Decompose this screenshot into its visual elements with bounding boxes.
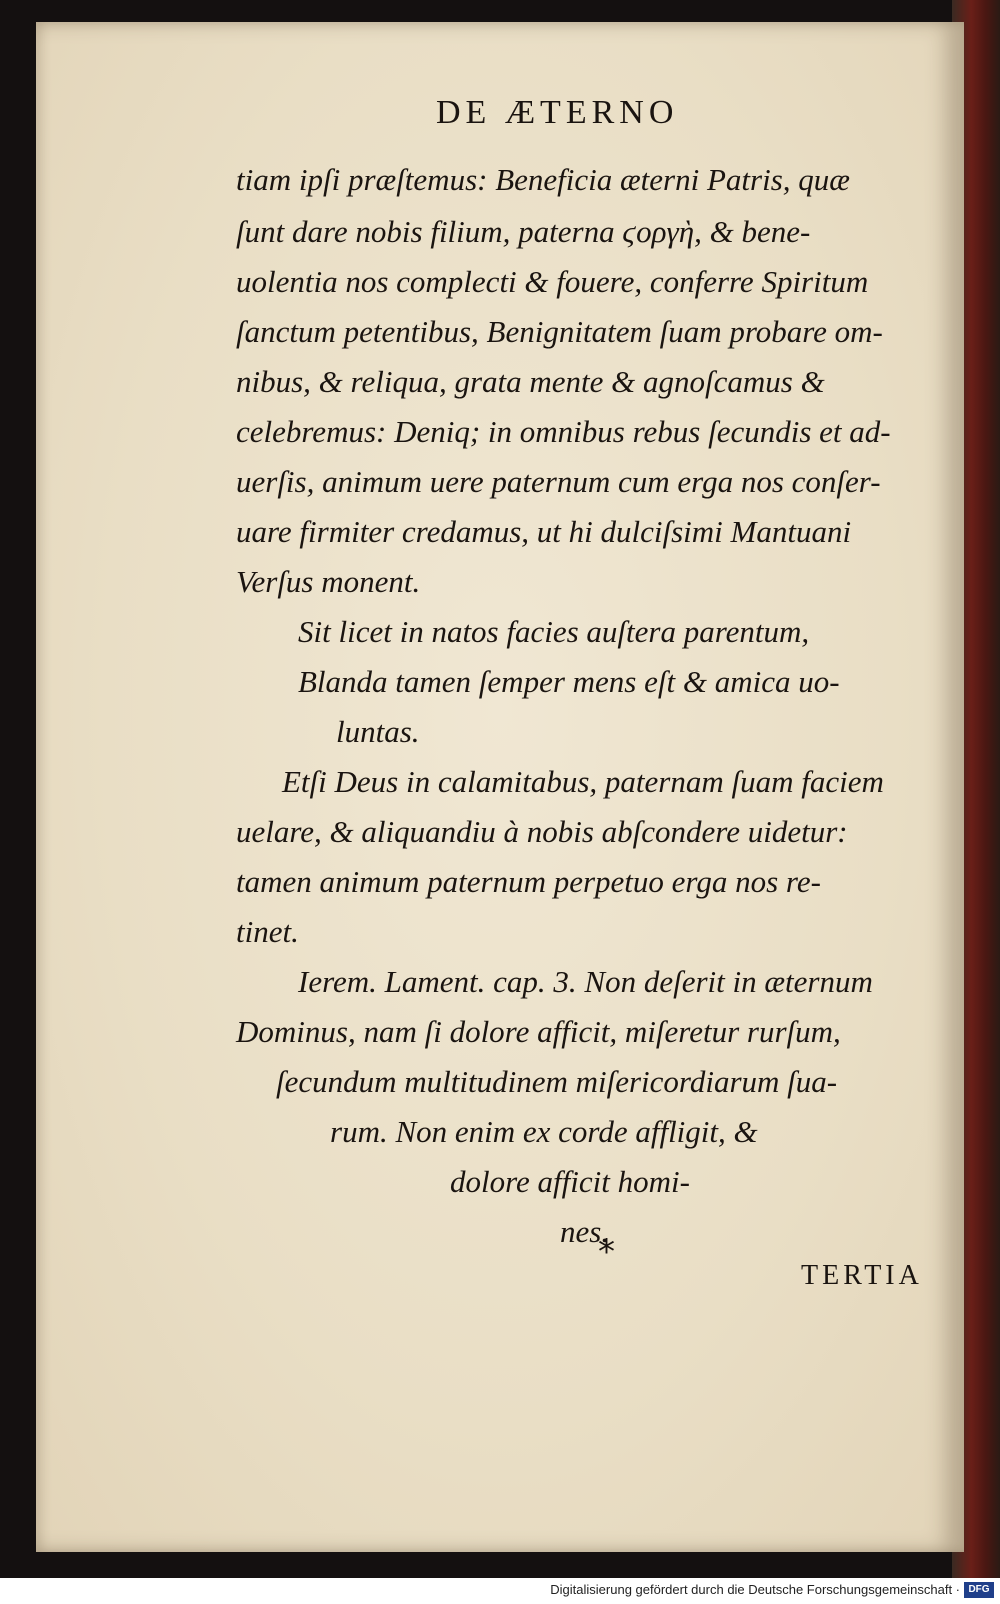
text-line: ſanctum petentibus, Benignitatem ſuam probare om-	[236, 314, 883, 349]
verse-line: Blanda tamen ſemper mens eſt & amica uo-	[298, 664, 840, 699]
dfg-logo: DFG	[964, 1582, 994, 1598]
text-line: tamen animum paternum perpetuo erga nos re-	[236, 864, 821, 899]
verse-line: luntas.	[336, 714, 420, 749]
running-title: DE ÆTERNO	[436, 94, 679, 131]
catchword: TERTIA	[801, 1260, 923, 1291]
text-line: celebremus: Deniq; in omnibus rebus ſecundis et ad-	[236, 414, 891, 449]
text-line: Verſus monent.	[236, 564, 421, 599]
verse-line: Sit licet in natos facies auſtera parentum,	[298, 614, 810, 649]
asterisk-ornament: *	[598, 1232, 615, 1272]
quote-line: Ierem. Lament. cap. 3. Non deſerit in æternum	[298, 964, 873, 999]
text-line: uare firmiter credamus, ut hi dulciſsimi Mantuani	[236, 514, 852, 549]
quote-line: ſecundum multitudinem miſericordiarum ſua-	[276, 1064, 838, 1099]
digitization-credit: Digitalisierung gefördert durch die Deutsche Forschungsgemeinschaft ·	[550, 1582, 960, 1597]
quote-line: dolore afficit homi-	[450, 1164, 690, 1199]
text-line: uerſis, animum uere paternum cum erga nos conſer-	[236, 464, 881, 499]
quote-line: rum. Non enim ex corde affligit, &	[330, 1114, 758, 1149]
text-line: tinet.	[236, 914, 299, 949]
text-line: Etſi Deus in calamitabus, paternam ſuam faciem	[282, 764, 884, 799]
text-line: uolentia nos complecti & fouere, conferre Spiritum	[236, 264, 869, 299]
text-line: tiam ipſi præſtemus: Beneficia æterni Patris, quæ	[236, 162, 850, 197]
quote-line: nes.	[560, 1214, 610, 1249]
book-page	[36, 22, 964, 1552]
text-line: nibus, & reliqua, grata mente & agnoſcamus &	[236, 364, 825, 399]
text-line: uelare, & aliquandiu à nobis abſcondere uidetur:	[236, 814, 848, 849]
quote-line: Dominus, nam ſi dolore afficit, miſeretur rurſum,	[236, 1014, 841, 1049]
text-line: ſunt dare nobis filium, paterna ϛοργὴ, & bene-	[236, 214, 811, 249]
footer-bar	[0, 1578, 1000, 1604]
